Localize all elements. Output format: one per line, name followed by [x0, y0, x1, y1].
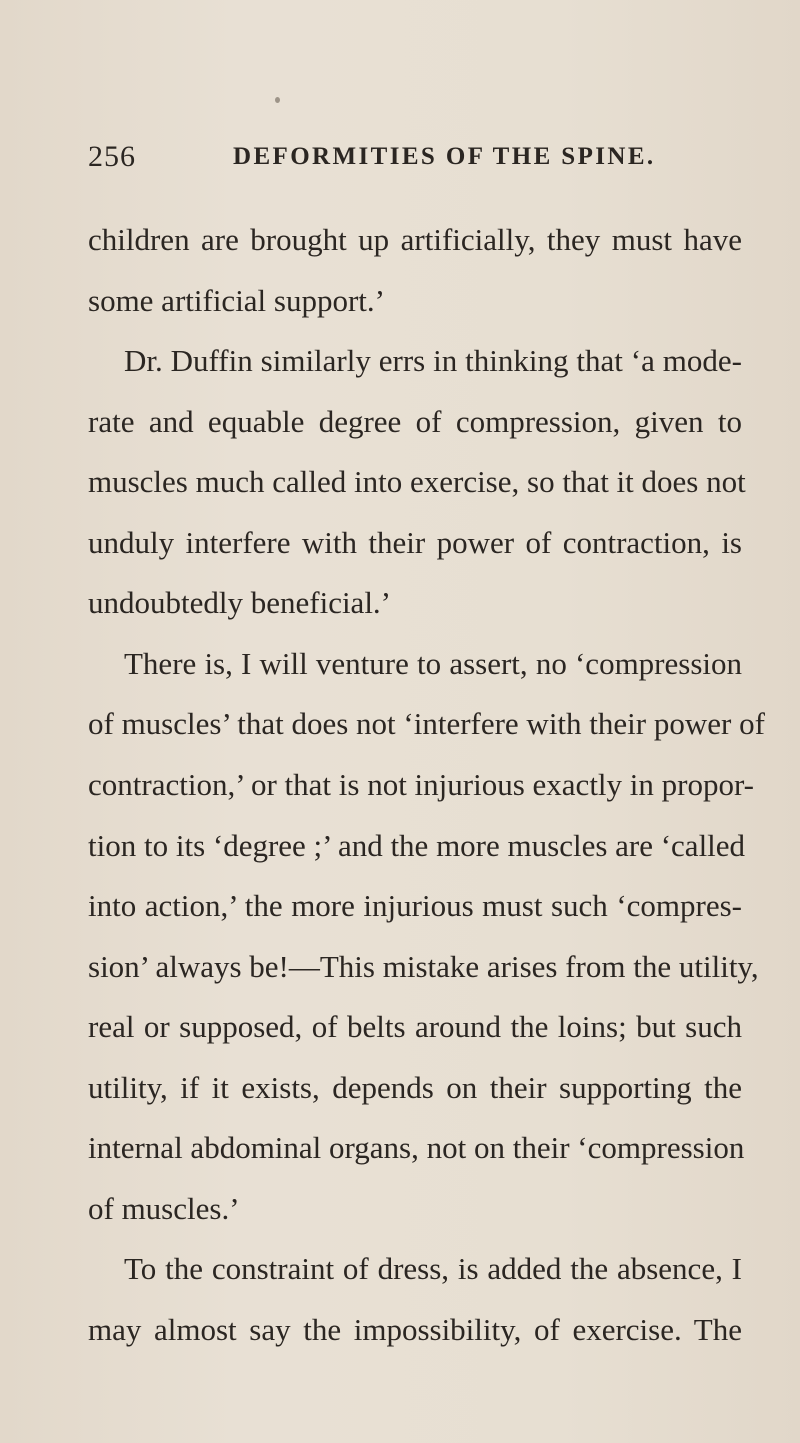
- text-line: contraction,’ or that is not injurious exactly in propor-: [88, 767, 755, 802]
- text-line: undoubtedly beneficial.’: [88, 585, 392, 620]
- text-line: into action,’ the more injurious must such ‘compres-: [88, 888, 742, 923]
- text-line: unduly interfere with their power of contraction, is: [88, 525, 742, 560]
- text-line: muscles much called into exercise, so that it does not: [88, 464, 746, 499]
- text-line: rate and equable degree of compression, given to: [88, 404, 742, 439]
- text-line: tion to its ‘degree ;’ and the more muscles are ‘called: [88, 828, 746, 863]
- running-head: DEFORMITIES OF THE SPINE.: [233, 143, 656, 170]
- text-line: of muscles.’: [88, 1191, 240, 1226]
- paper-spot: [275, 97, 280, 103]
- text-line: There is, I will venture to assert, no ‘compression: [124, 646, 742, 681]
- text-line: internal abdominal organs, not on their ‘compression: [88, 1130, 745, 1165]
- text-line: children are brought up artificially, they must have: [88, 222, 742, 257]
- page-header: [88, 137, 748, 177]
- text-line: sion’ always be!—This mistake arises from the utility,: [88, 949, 759, 984]
- text-line: real or supposed, of belts around the loins; but such: [88, 1009, 742, 1044]
- text-line: some artificial support.’: [88, 283, 385, 318]
- page-number: 256: [88, 140, 136, 173]
- text-line: To the constraint of dress, is added the absence, I: [124, 1251, 742, 1286]
- text-line: may almost say the impossibility, of exercise. The: [88, 1312, 742, 1347]
- text-line: of muscles’ that does not ‘interfere with their power of: [88, 706, 765, 741]
- text-line: Dr. Duffin similarly errs in thinking that ‘a mode-: [124, 343, 742, 378]
- text-line: utility, if it exists, depends on their supporting the: [88, 1070, 742, 1105]
